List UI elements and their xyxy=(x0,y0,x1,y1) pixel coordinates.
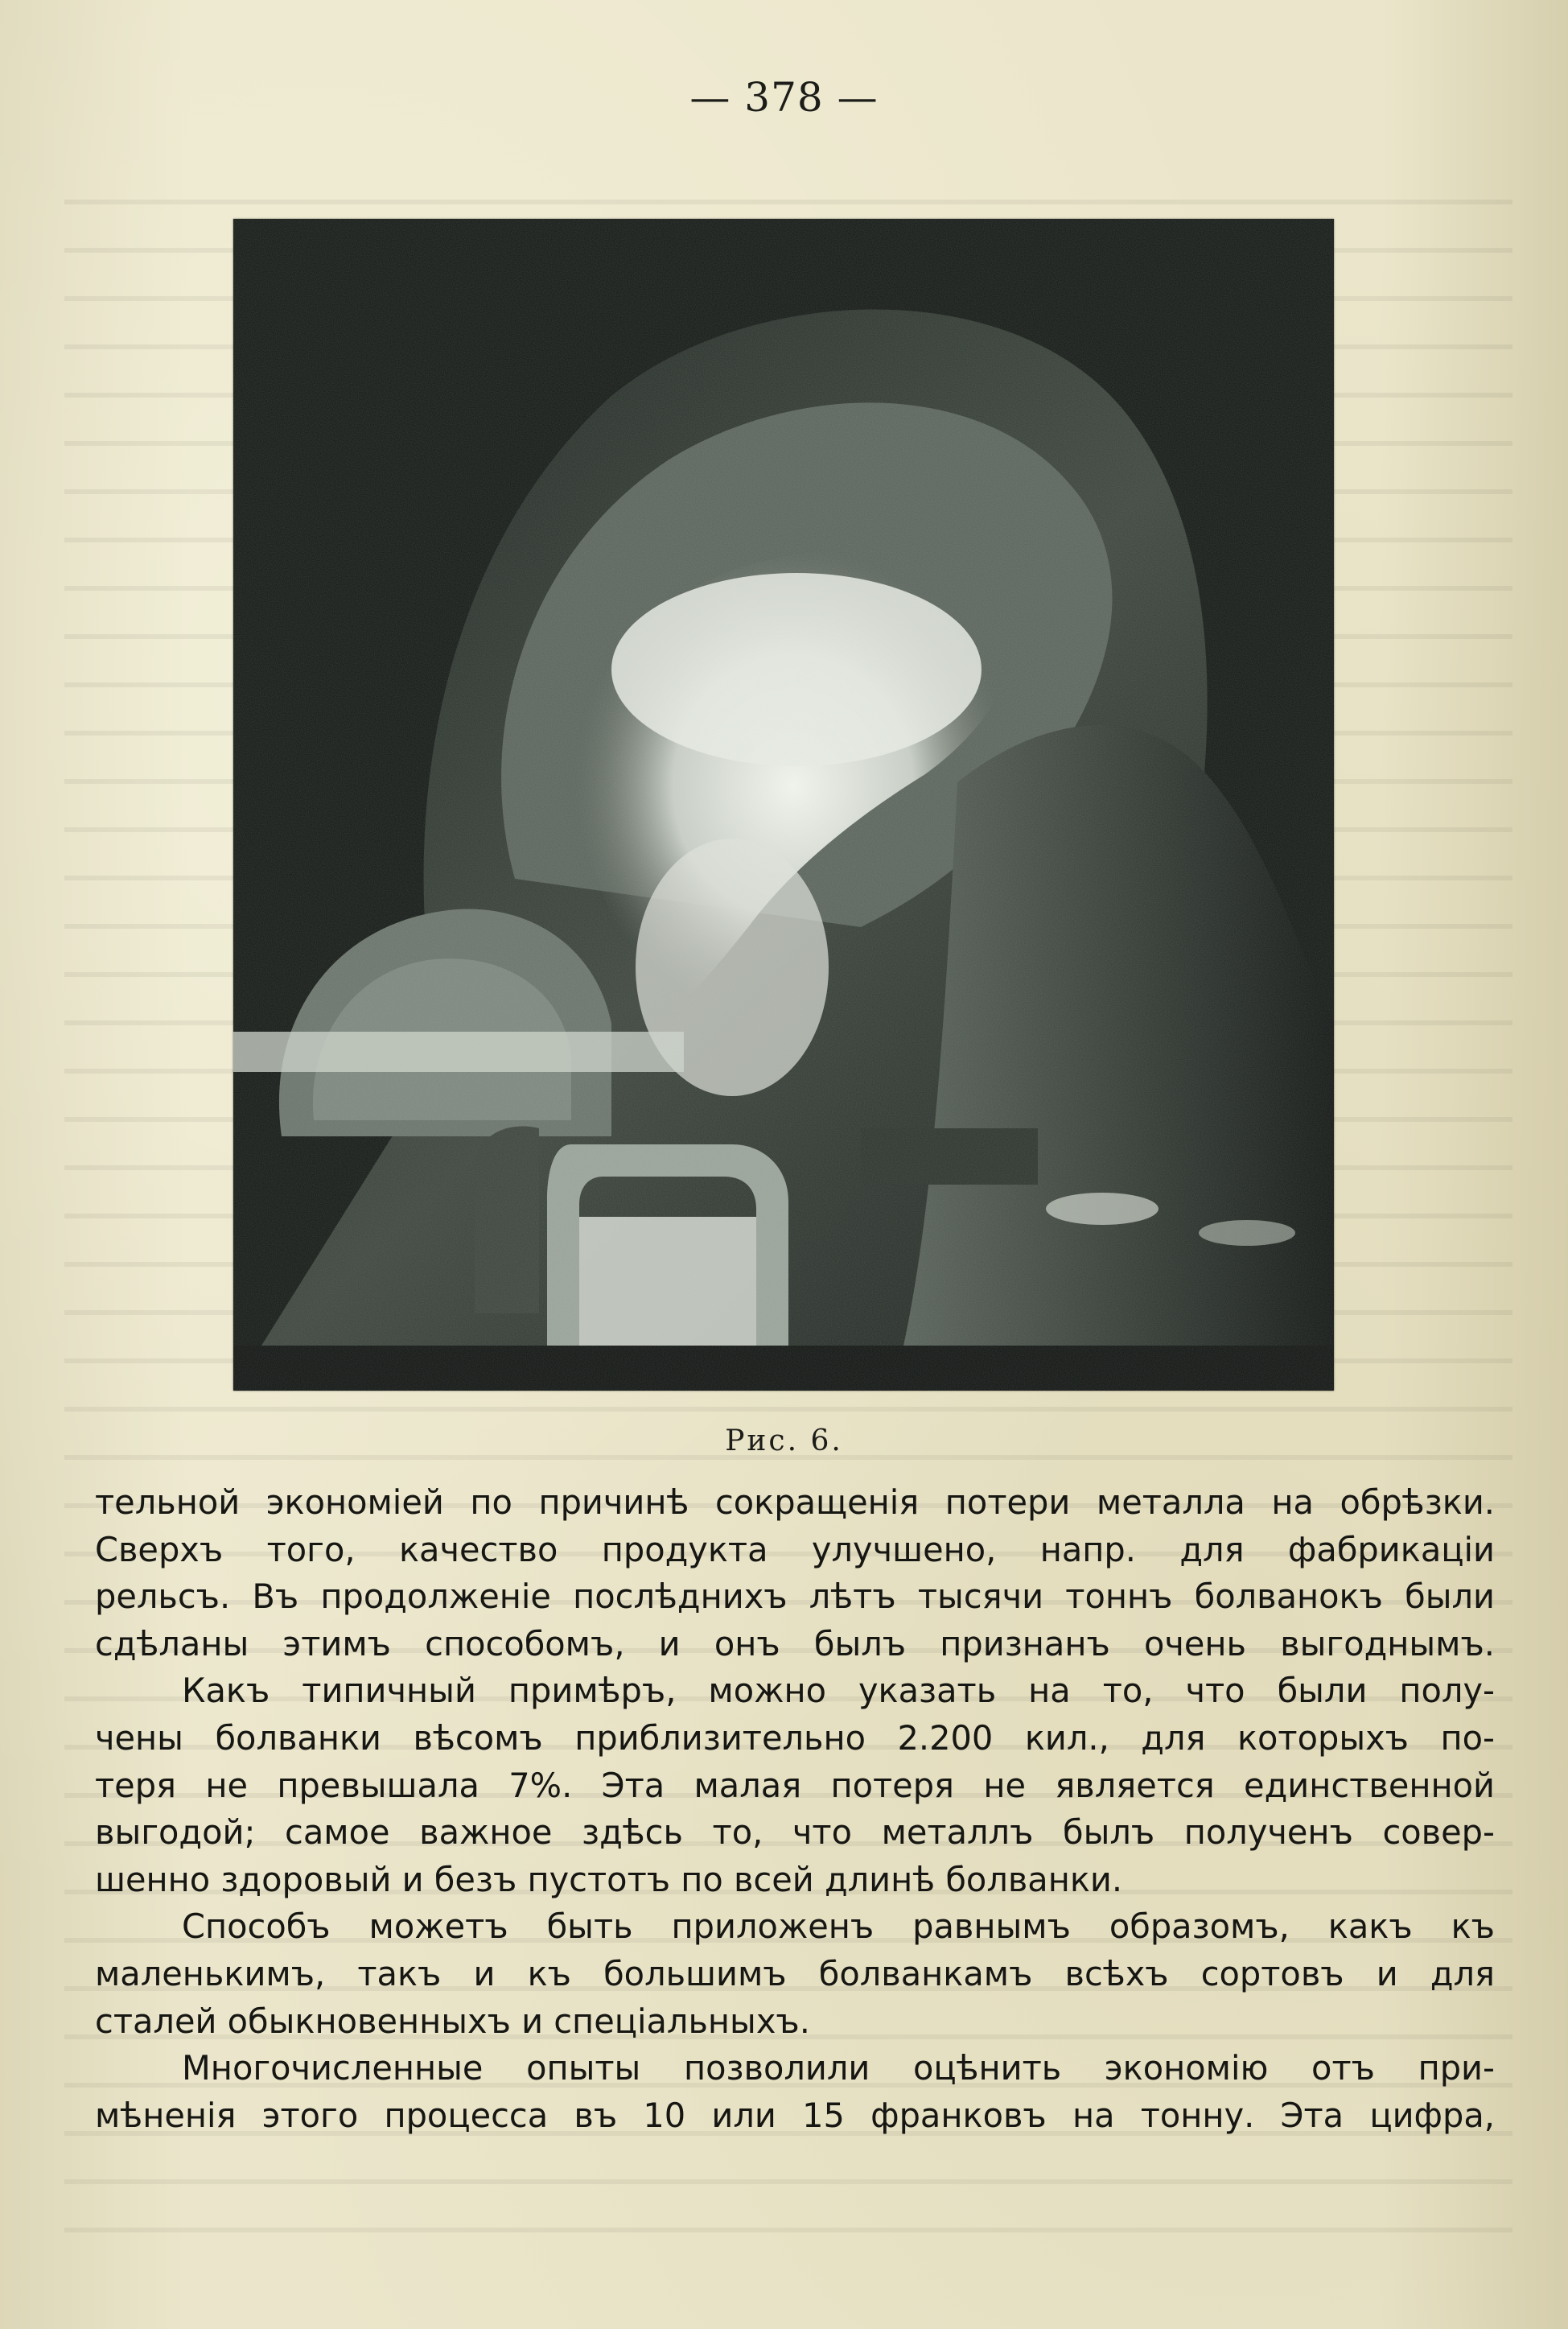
figure-caption: Рис. 6. xyxy=(725,1424,843,1457)
text-line: Сверхъ того, качество продукта улучшено, напр. для фабрикаціи xyxy=(95,1529,1495,1569)
text-line: Многочисленные опыты позволили оцѣнить экономію отъ при- xyxy=(182,2048,1495,2088)
text-line: Способъ можетъ быть приложенъ равнымъ образомъ, какъ къ xyxy=(182,1906,1495,1947)
text-line: сталей обыкновенныхъ и спеціальныхъ. xyxy=(95,2001,810,2041)
page-number: — 378 — xyxy=(689,74,879,121)
paragraph-1 xyxy=(95,1479,1495,1667)
text-line: тельной экономіей по причинѣ сокращенія потери металла на обрѣзки. xyxy=(95,1482,1495,1522)
text-line: шенно здоровый и безъ пустотъ по всей длинѣ болванки. xyxy=(95,1859,1123,1899)
furnace-photo-illustration xyxy=(233,219,1334,1391)
paragraph-4 xyxy=(95,2045,1495,2139)
figure-photo xyxy=(233,219,1334,1391)
text-line: чены болванки вѣсомъ приблизительно 2.200 кил., для которыхъ по- xyxy=(95,1717,1495,1758)
text-line: рельсъ. Въ продолженіе послѣднихъ лѣтъ тысячи тоннъ болванокъ были xyxy=(95,1577,1495,1617)
paragraph-2 xyxy=(95,1667,1495,1903)
text-line: сдѣланы этимъ способомъ, и онъ былъ признанъ очень выгоднымъ. xyxy=(95,1623,1495,1663)
paragraph-3 xyxy=(95,1903,1495,2045)
body-text xyxy=(95,1479,1495,2139)
text-line: теря не превышала 7%. Эта малая потеря не является единственной xyxy=(95,1765,1495,1805)
text-line: мѣненія этого процесса въ 10 или 15 франковъ на тонну. Эта цифра, xyxy=(95,2095,1495,2135)
text-line: выгодой; самое важное здѣсь то, что металлъ былъ полученъ совер- xyxy=(95,1812,1495,1853)
text-line: маленькимъ, такъ и къ большимъ болванкамъ всѣхъ сортовъ и для xyxy=(95,1953,1495,1993)
text-line: Какъ типичный примѣръ, можно указать на то, что были полу- xyxy=(182,1671,1495,1711)
